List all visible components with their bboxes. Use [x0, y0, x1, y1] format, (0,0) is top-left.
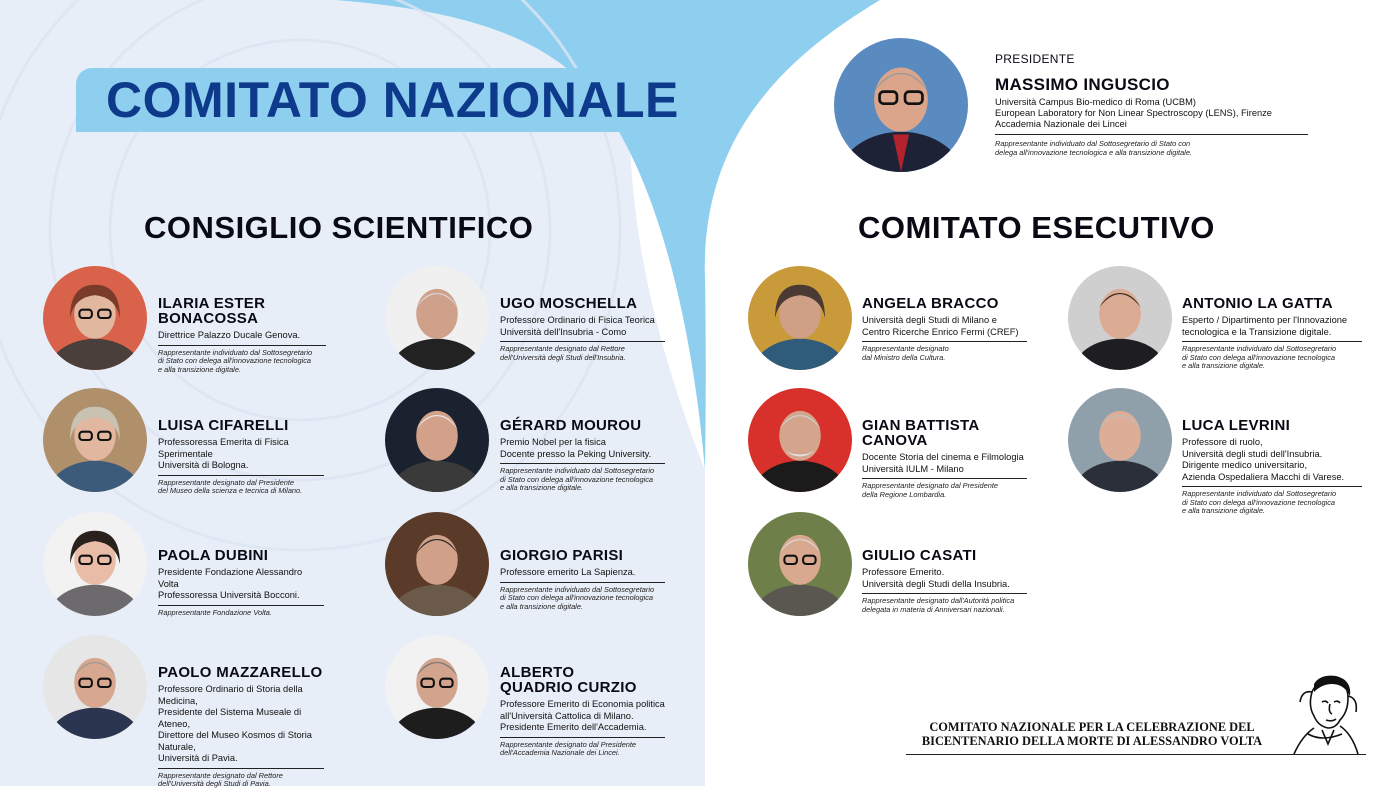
person-name: ILARIA ESTER BONACOSSA [158, 295, 266, 327]
person-note: Rappresentante individuato dal Sottosegretario di Stato con delega all'innovazione tecnologica e alla transizione digitale. [1182, 344, 1337, 371]
person-role: Professore emerito La Sapienza. [500, 567, 665, 583]
person-note: Rappresentante designato dal Presidente dell'Accademia Nazionale dei Lincei. [500, 739, 637, 758]
person-note: Rappresentante designato dall'Autorità politica delegata in materia di Anniversari nazionali. [862, 596, 1015, 614]
section-title-scientific: CONSIGLIO SCIENTIFICO [144, 210, 534, 245]
avatar-canova [748, 388, 852, 492]
avatar-dubini [43, 512, 147, 616]
person-note: Rappresentante Fondazione Volta. [158, 607, 272, 617]
person-casati [862, 548, 1062, 614]
person-role: Professore di ruolo, Università degli studi dell'Insubria. Dirigente medico universitario, Azienda Ospedaliera Macchi di Varese. [1182, 437, 1362, 487]
footer-committee-name: COMITATO NAZIONALE PER LA CELEBRAZIONE DEL BICENTENARIO DELLA MORTE DI ALESSANDRO VOLTA [921, 720, 1263, 748]
avatar-bracco [748, 266, 852, 370]
person-name: PAOLO MAZZARELLO [158, 664, 323, 681]
person-role: Professore Emerito. Università degli Studi della Insubria. [862, 567, 1027, 594]
person-quadrio-curzio [500, 665, 700, 758]
person-note: Rappresentante individuato dal Sottosegretario di Stato con delega all'innovazione tecnologica e alla transizione digitale. [1182, 489, 1337, 516]
person-role: Presidente Fondazione Alessandro Volta Professoressa Università Bocconi. [158, 567, 324, 606]
person-name: LUISA CIFARELLI [158, 417, 289, 434]
person-dubini [158, 548, 363, 617]
person-note: Rappresentante individuato dal Sottosegretario di Stato con delega all'innovazione tecnologica e alla transizione digitale. [500, 584, 655, 611]
person-note: Rappresentante designato dal Presidente della Regione Lombardia. [862, 481, 999, 499]
avatar-la-gatta [1068, 266, 1172, 370]
volta-portrait-icon [1282, 672, 1366, 756]
person-name: ANTONIO LA GATTA [1182, 295, 1333, 312]
president-role: Università Campus Bio-medico di Roma (UCBM) European Laboratory for Non Linear Spectroscopy (LENS), Firenze Accademia Nazionale dei Lincei [995, 97, 1308, 135]
person-role: Esperto / Dipartimento per l'Innovazione tecnologica e la Transizione digitale. [1182, 315, 1362, 342]
person-note: Rappresentante designato dal Presidente del Museo della scienza e tecnica di Milano. [158, 477, 303, 496]
person-la-gatta [1182, 296, 1387, 371]
person-parisi [500, 548, 700, 611]
person-note: Rappresentante individuato dal Sottosegretario di Stato con delega all'innovazione tecnologica e alla transizione digitale. [158, 347, 313, 374]
person-role: Università degli Studi di Milano e Centro Ricerche Enrico Fermi (CREF) [862, 315, 1027, 342]
person-name: UGO MOSCHELLA [500, 295, 638, 312]
avatar-mazzarello [43, 635, 147, 739]
person-mourou [500, 418, 700, 493]
person-name: GÉRARD MOUROU [500, 417, 642, 434]
person-name: PAOLA DUBINI [158, 547, 269, 564]
person-role: Premio Nobel per la fisica Docente presso la Peking University. [500, 437, 665, 464]
section-title-executive: COMITATO ESECUTIVO [858, 210, 1215, 245]
person-role: Docente Storia del cinema e Filmologia Università IULM - Milano [862, 452, 1027, 479]
person-note: Rappresentante designato dal Ministro della Cultura. [862, 344, 949, 362]
avatar-mourou [385, 388, 489, 492]
president-note: Rappresentante individuato dal Sottosegretario di Stato con delega all'innovazione tecnologica e alla transizione digitale. [995, 139, 1192, 157]
avatar-parisi [385, 512, 489, 616]
person-note: Rappresentante designato dal Rettore dell'Università degli Studi di Pavia. [158, 770, 283, 789]
person-moschella [500, 296, 700, 362]
person-name: GIULIO CASATI [862, 547, 977, 564]
avatar-quadrio-curzio [385, 635, 489, 739]
page-title: COMITATO NAZIONALE [106, 72, 679, 128]
person-name: ANGELA BRACCO [862, 295, 999, 312]
person-role: Professore Emerito di Economia politica all'Università Cattolica di Milano. Presidente Emerito dell'Accademia. [500, 699, 665, 738]
avatar-president [834, 38, 968, 172]
person-role: Direttrice Palazzo Ducale Genova. [158, 330, 326, 346]
person-note: Rappresentante individuato dal Sottosegretario di Stato con delega all'innovazione tecnologica e alla transizione digitale. [500, 466, 655, 493]
person-role: Professoressa Emerita di Fisica Sperimentale Università di Bologna. [158, 437, 324, 476]
person-bracco [862, 296, 1062, 362]
president-name: MASSIMO INGUSCIO [995, 75, 1170, 94]
person-name: GIORGIO PARISI [500, 547, 624, 564]
person-role: Professore Ordinario di Fisica Teorica Università dell'Insubria - Como [500, 315, 665, 342]
avatar-levrini [1068, 388, 1172, 492]
person-canova [862, 418, 1062, 499]
person-mazzarello [158, 665, 373, 789]
president-label: PRESIDENTE [995, 52, 1075, 66]
avatar-bonacossa [43, 266, 147, 370]
person-cifarelli [158, 418, 373, 496]
person-name: ALBERTO QUADRIO CURZIO [500, 664, 637, 696]
person-bonacossa [158, 296, 363, 374]
person-role: Professore Ordinario di Storia della Medicina, Presidente del Sistema Museale di Ateneo, Direttore del Museo Kosmos di Storia Naturale, Università di Pavia. [158, 684, 324, 769]
avatar-casati [748, 512, 852, 616]
avatar-moschella [385, 266, 489, 370]
person-note: Rappresentante designato dal Rettore dell'Università degli Studi dell'Insubria. [500, 344, 626, 362]
person-levrini [1182, 418, 1387, 516]
person-name: GIAN BATTISTA CANOVA [862, 417, 979, 449]
person-name: LUCA LEVRINI [1182, 417, 1291, 434]
avatar-cifarelli [43, 388, 147, 492]
